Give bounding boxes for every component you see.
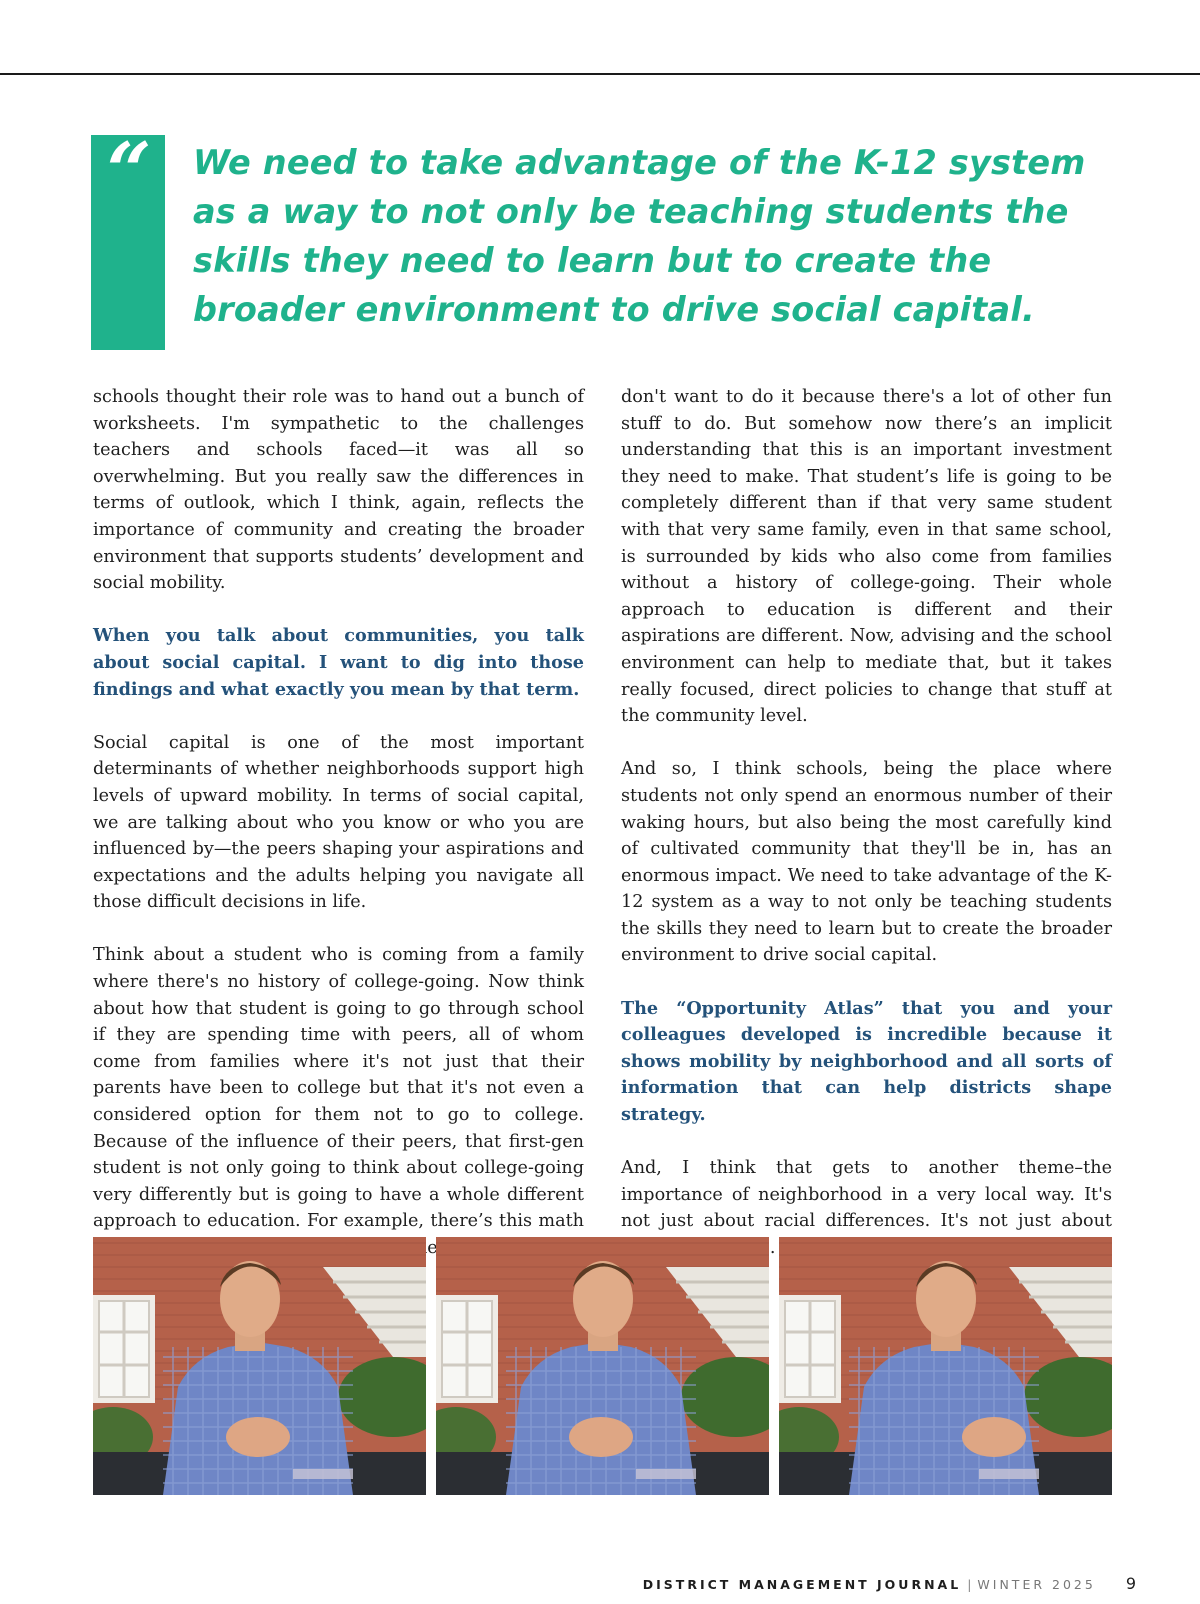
interview-photo [436,1237,769,1495]
right-column [621,384,1112,1262]
left-column [93,384,584,1262]
quote-mark-icon: “ [106,126,152,217]
body-paragraph: schools thought their role was to hand out a bunch of worksheets. I'm sympathetic to the challenges teachers and schools faced—it was all so overwhelming. But you really saw the differences in terms of outlook, which I think, again, reflects the importance of community and creating the broader environment that supports students’ development and social mobility. [93,387,584,594]
pull-quote [91,126,1111,350]
page-footer [560,1574,1136,1593]
pull-quote-text: We need to take advantage of the K-12 system as a way to not only be teaching students the skills they need to learn but to create the broader environment to drive social capital. [193,143,1086,329]
body-paragraph: don't want to do it because there's a lot of other fun stuff to do. But somehow now there’s an implicit understanding that this is an important investment they need to make. That student’s life is going to be completely different than if that very same student with that very same family, even in that same school, is surrounded by kids who also come from families without a history of college-going. Their whole approach to education is different and their aspirations are different. Now, advising and the school environment can help to mediate that, but it takes really focused, direct policies to change that stuff at the community level. [621,387,1112,727]
page-number: 9 [1125,1574,1136,1593]
interview-photo [779,1237,1112,1495]
issue-date: WINTER 2025 [977,1577,1096,1592]
interview-question: The “Opportunity Atlas” that you and your colleagues developed is incredible because it shows mobility by neighborhood and all sorts of information that can help districts shape strategy. [621,997,1112,1126]
quote-bar [91,126,165,350]
interview-photo [93,1237,426,1495]
interview-question: When you talk about communities, you talk about social capital. I want to dig into those findings and what exactly you mean by that term. [93,625,584,700]
journal-name: DISTRICT MANAGEMENT JOURNAL [642,1577,962,1592]
footer-separator: | [967,1577,972,1592]
body-paragraph: And so, I think schools, being the place where students not only spend an enormous number of their waking hours, but also being the most carefully kind of cultivated community that they'll be in, has an enormous impact. We need to take advantage of the K-12 system as a way to not only be teaching students the skills they need to learn but to create the broader environment to drive social capital. [621,759,1112,966]
top-rule [0,73,1200,75]
body-paragraph: Think about a student who is coming from a family where there's no history of college-going. Now think about how that student is going to go through school if they are spending time with peers, all of whom come from families where it's not just that their parents have been to college but that it's not even a considered option for them not to go to college. Because of the influence of their peers, that first-gen student is not only going to think about college-going very differently but is going to have a whole different approach to education. For example, there’s this math they [93,945,584,1258]
body-paragraph: Social capital is one of the most important determinants of whether neighborhoods support high levels of upward mobility. In terms of social capital, we are talking about who you know or who you are influenced by—the peers shaping your aspirations and expectations and the adults helping you navigate all those difficult decisions in life. [93,732,584,913]
body-paragraph: And, I think that gets to another theme–the importance of neighborhood in a very local way. It's not just about racial differences. It's not just about [621,1158,1112,1232]
